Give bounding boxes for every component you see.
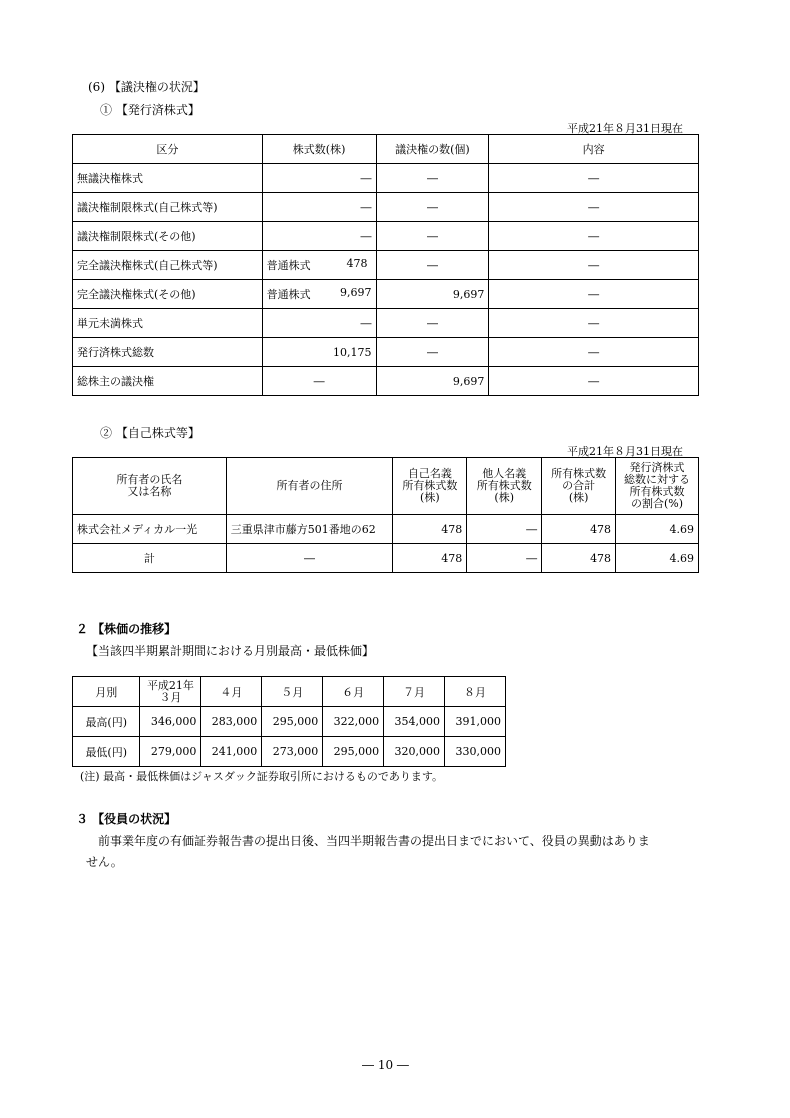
votes-cell: ―	[376, 251, 489, 280]
month-header: ４月	[201, 677, 262, 707]
stock-price-subheading: 【当該四半期累計期間における月別最高・最低株価】	[86, 644, 375, 658]
header-line: (株)	[494, 491, 515, 504]
table-row	[73, 367, 699, 396]
table-row	[73, 707, 506, 737]
shares-cell: 10,175	[262, 338, 376, 367]
header-line: 発行済株式	[629, 461, 685, 474]
month-label: 月別	[73, 677, 140, 707]
content-cell: ―	[489, 338, 699, 367]
header-line: 所有株式数	[402, 479, 458, 492]
header-line: (株)	[568, 491, 589, 504]
col-header-total-shares	[542, 458, 616, 515]
price-cell: 354,000	[384, 707, 445, 737]
row-label: 完全議決権株式(その他)	[73, 280, 263, 309]
high-label: 最高(円)	[73, 707, 140, 737]
row-label: 議決権制限株式(その他)	[73, 222, 263, 251]
col-header-votes: 議決権の数(個)	[376, 135, 489, 164]
table-row	[73, 193, 699, 222]
month-header	[140, 677, 201, 707]
row-label: 単元未満株式	[73, 309, 263, 338]
total-shares-cell: 478	[542, 515, 616, 544]
table-row	[73, 544, 699, 573]
section-6-heading: (6) 【議決権の状況】	[88, 80, 205, 94]
table-row	[73, 737, 506, 767]
table-row	[73, 251, 699, 280]
header-line: (株)	[420, 491, 440, 504]
votes-cell: 9,697	[376, 367, 489, 396]
shares-cell: ―	[262, 309, 376, 338]
price-cell: 391,000	[445, 707, 506, 737]
treasury-shares-heading: ② 【自己株式等】	[100, 426, 200, 440]
header-line: 平成21年	[146, 678, 194, 692]
header-line: 所有者の氏名	[116, 473, 183, 486]
content-cell: ―	[489, 164, 699, 193]
price-cell: 241,000	[201, 737, 262, 767]
col-header-shares: 株式数(株)	[262, 135, 376, 164]
content-cell: ―	[489, 193, 699, 222]
header-line: 又は名称	[127, 485, 172, 498]
price-cell: 279,000	[140, 737, 201, 767]
month-header: ７月	[384, 677, 445, 707]
header-line: 自己名義	[407, 467, 452, 480]
shares-cell	[262, 280, 376, 309]
stock-price-note: (注) 最高・最低株価はジャスダック証券取引所におけるものであります。	[80, 770, 443, 783]
votes-cell: 9,697	[376, 280, 489, 309]
own-shares-cell: 478	[393, 544, 467, 573]
col-header-other-shares	[467, 458, 542, 515]
header-line: の合計	[562, 479, 596, 492]
share-type: 普通株式	[266, 259, 311, 272]
votes-cell: ―	[376, 164, 489, 193]
price-cell: 322,000	[323, 707, 384, 737]
share-count: 9,697	[340, 286, 372, 299]
total-shares-cell: 478	[542, 544, 616, 573]
content-cell: ―	[489, 222, 699, 251]
row-label: 議決権制限株式(自己株式等)	[73, 193, 263, 222]
other-shares-cell: ―	[467, 544, 542, 573]
treasury-shares-date: 平成21年８月31日現在	[567, 445, 683, 458]
price-cell: 295,000	[262, 707, 323, 737]
price-cell: 283,000	[201, 707, 262, 737]
treasury-shares-table	[72, 457, 699, 573]
col-header-ratio	[616, 458, 699, 515]
shares-cell: ―	[262, 222, 376, 251]
header-line: 総数に対する	[624, 473, 691, 486]
header-line: 所有者の住所	[276, 479, 343, 492]
table-row	[73, 309, 699, 338]
price-cell: 346,000	[140, 707, 201, 737]
officers-text-line2: せん。	[86, 855, 123, 869]
officers-text-line1: 前事業年度の有価証券報告書の提出日後、当四半期報告書の提出日までにおいて、役員の異動はありま	[98, 834, 650, 848]
ratio-cell: 4.69	[616, 544, 699, 573]
other-shares-cell: ―	[467, 515, 542, 544]
header-line: 所有株式数	[629, 485, 685, 498]
owner-address-cell: 三重県津市藤方501番地の62	[226, 515, 393, 544]
month-header: ５月	[262, 677, 323, 707]
shares-cell	[262, 251, 376, 280]
owner-address-cell: ―	[226, 544, 393, 573]
shares-cell: ―	[262, 164, 376, 193]
owner-name-cell: 株式会社メディカル一光	[73, 515, 227, 544]
row-label: 無議決権株式	[73, 164, 263, 193]
month-header: ６月	[323, 677, 384, 707]
col-header-owner-name	[73, 458, 227, 515]
header-line: 他人名義	[482, 467, 527, 480]
price-cell: 330,000	[445, 737, 506, 767]
share-count: 478	[346, 257, 368, 270]
row-label: 完全議決権株式(自己株式等)	[73, 251, 263, 280]
table-row	[73, 280, 699, 309]
header-line: の割合(%)	[631, 497, 684, 510]
shares-cell: ―	[262, 193, 376, 222]
content-cell: ―	[489, 367, 699, 396]
issued-shares-date: 平成21年８月31日現在	[567, 122, 683, 135]
col-header-content: 内容	[489, 135, 699, 164]
col-header-own-shares	[393, 458, 467, 515]
col-header-owner-address	[226, 458, 393, 515]
votes-cell: ―	[376, 193, 489, 222]
issued-shares-table	[72, 134, 699, 396]
col-header-category: 区分	[73, 135, 263, 164]
month-header: ８月	[445, 677, 506, 707]
header-line: 所有株式数	[551, 467, 607, 480]
owner-name-cell: 計	[73, 544, 227, 573]
stock-price-table	[72, 676, 506, 767]
shares-cell: ―	[262, 367, 376, 396]
page-number: ― 10 ―	[362, 1058, 409, 1072]
content-cell: ―	[489, 280, 699, 309]
row-label: 総株主の議決権	[73, 367, 263, 396]
issued-shares-heading: ① 【発行済株式】	[100, 103, 200, 117]
votes-cell: ―	[376, 338, 489, 367]
table-row	[73, 222, 699, 251]
table-row	[73, 338, 699, 367]
content-cell: ―	[489, 251, 699, 280]
table-row	[73, 515, 699, 544]
content-cell: ―	[489, 309, 699, 338]
votes-cell: ―	[376, 309, 489, 338]
officers-heading: ３ 【役員の状況】	[76, 812, 177, 826]
low-label: 最低(円)	[73, 737, 140, 767]
price-cell: 320,000	[384, 737, 445, 767]
table-row	[73, 164, 699, 193]
price-cell: 295,000	[323, 737, 384, 767]
header-line: 所有株式数	[476, 479, 532, 492]
header-line: ３月	[159, 690, 182, 704]
row-label: 発行済株式総数	[73, 338, 263, 367]
ratio-cell: 4.69	[616, 515, 699, 544]
price-cell: 273,000	[262, 737, 323, 767]
own-shares-cell: 478	[393, 515, 467, 544]
votes-cell: ―	[376, 222, 489, 251]
share-type: 普通株式	[266, 288, 311, 301]
stock-price-heading: ２ 【株価の推移】	[76, 622, 177, 636]
